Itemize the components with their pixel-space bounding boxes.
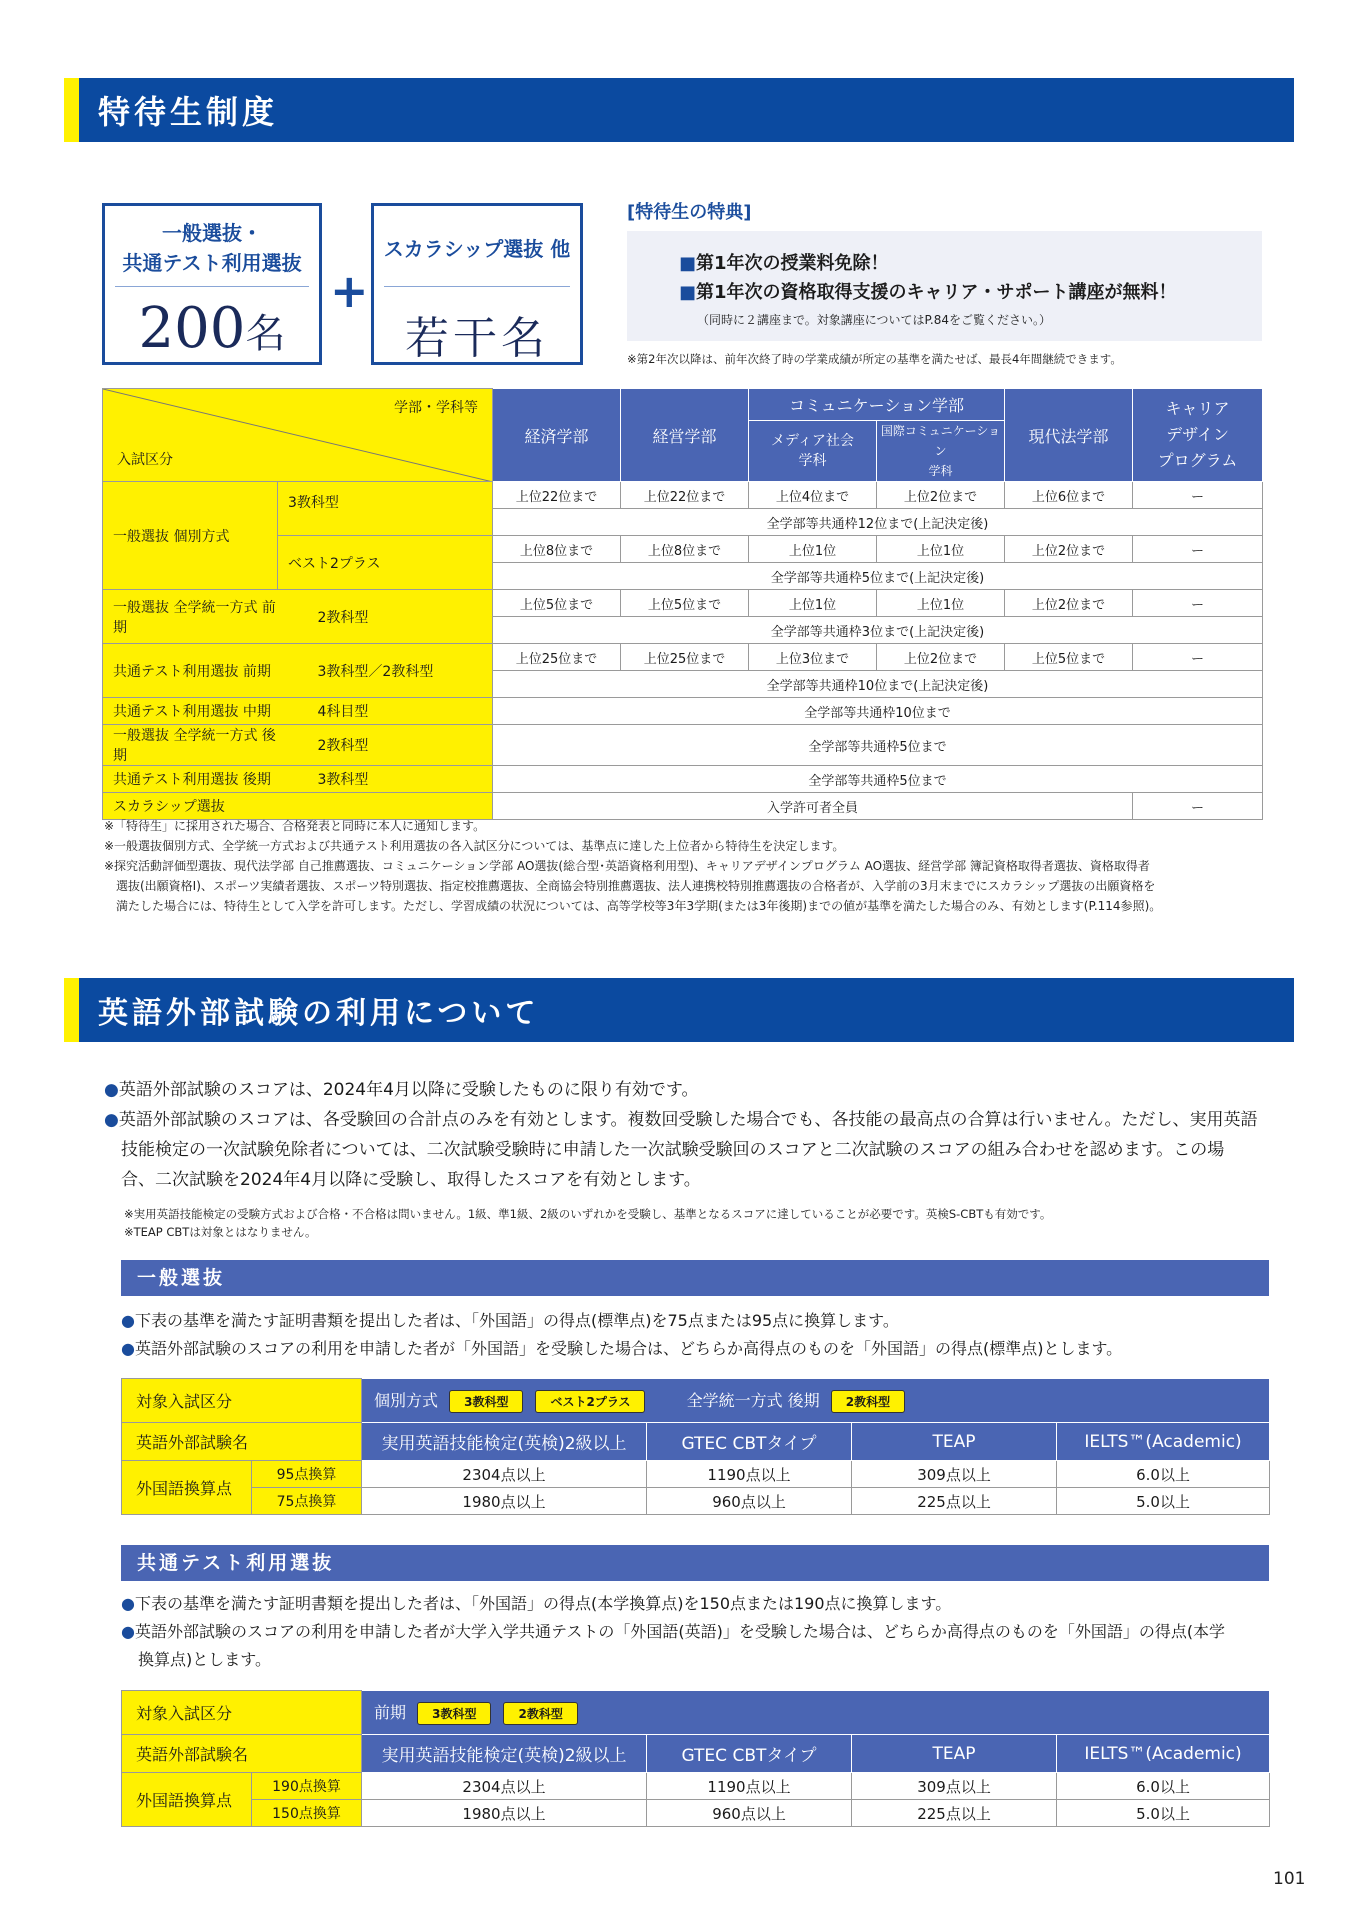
section-title-bar — [64, 78, 1294, 142]
score-label: 75点換算 — [252, 1488, 362, 1515]
table-cell: 上位3位まで — [749, 644, 877, 671]
common-quota: 全学部等共通枠12位まで(上記決定後) — [493, 509, 1263, 536]
table-cell: 上位2位まで — [877, 482, 1005, 509]
scholarship-table — [102, 388, 1263, 820]
subsection-common: 共通テスト利用選抜 — [121, 1545, 1269, 1581]
row-label: 英語外部試験名 — [122, 1735, 362, 1773]
general-quota-box — [102, 203, 322, 365]
table-cell: 上位6位まで — [1005, 482, 1133, 509]
divider — [115, 286, 309, 287]
exam-tag: 2教科型 — [503, 1702, 577, 1725]
exam-tag: ベスト2プラス — [535, 1390, 645, 1413]
benefit-item: ■第1年次の授業料免除！ — [679, 253, 889, 274]
row-label: 外国語換算点 — [122, 1461, 252, 1515]
quota-count: 200名 — [138, 296, 286, 361]
table-cell: ー — [1133, 793, 1263, 820]
bullet-list — [121, 1590, 1271, 1674]
bullet-list — [121, 1307, 1122, 1363]
note-line: 選抜(出願資格I)、スポーツ実績者選抜、スポーツ特別選抜、指定校推薦選抜、全商協会特別推薦選抜、法人連携校特別推薦選抜の合格者が、入学前の3月末までにスカラシップ選抜の出願資格を — [104, 879, 1156, 893]
score-label: 150点換算 — [252, 1800, 362, 1827]
score-label: 190点換算 — [252, 1773, 362, 1800]
table-cell: 5.0以上 — [1057, 1800, 1270, 1827]
table-cell: 6.0以上 — [1057, 1461, 1270, 1488]
exam-type: 2教科型 — [278, 590, 493, 644]
note-line: 満たした場合には、特待生として入学を許可します。ただし、学習成績の状況については、高等学校等3年3学期(または3年後期)までの値が基準を満たした場合のみ、有効とします(P.114参照)。 — [104, 899, 1162, 913]
page-number: 101 — [1273, 1869, 1306, 1889]
table-cell: 上位8位まで — [493, 536, 621, 563]
table-cell: 上位22位まで — [493, 482, 621, 509]
table-cell: 1190点以上 — [647, 1773, 852, 1800]
header-econ: 経済学部 — [493, 389, 621, 482]
bullet-list — [104, 1075, 1274, 1195]
table-cell: 2304点以上 — [362, 1773, 647, 1800]
table-cell: 上位5位まで — [621, 590, 749, 617]
table-cell: 6.0以上 — [1057, 1773, 1270, 1800]
exam-name: TEAP — [852, 1423, 1057, 1461]
exam-name: 実用英語技能検定(英検)2級以上 — [362, 1735, 647, 1773]
exam-name: 実用英語技能検定(英検)2級以上 — [362, 1423, 647, 1461]
bullet-cont: 換算点)とします。 — [138, 1650, 271, 1669]
header-intl: 国際コミュニケーション 学科 — [877, 421, 1005, 482]
table-corner — [103, 389, 493, 482]
header-comm: コミュニケーション学部 — [749, 389, 1005, 421]
header-career: キャリア デザイン プログラム — [1133, 389, 1263, 482]
table-cell: 309点以上 — [852, 1773, 1057, 1800]
exam-name: TEAP — [852, 1735, 1057, 1773]
note-line: ※実用英語技能検定の受験方式および合格・不合格は問いません。1級、準1級、2級のいずれかを受験し、基準となるスコアに達していることが必要です。英検S-CBTも有効です。 — [124, 1207, 1052, 1221]
benefit-box — [627, 231, 1262, 341]
bullet-item: ●下表の基準を満たす証明書類を提出した者は、「外国語」の得点(本学換算点)を150点または190点に換算します。 — [121, 1594, 952, 1613]
score-label: 95点換算 — [252, 1461, 362, 1488]
exam-name: IELTS™(Academic) — [1057, 1423, 1270, 1461]
exam-name: IELTS™(Academic) — [1057, 1735, 1270, 1773]
table-cell: ー — [1133, 644, 1263, 671]
header-media: メディア社会 学科 — [749, 421, 877, 482]
table-cell: 960点以上 — [647, 1800, 852, 1827]
table-cell: ー — [1133, 536, 1263, 563]
box-line2: 共通テスト利用選抜 — [122, 251, 302, 275]
exam-type: ベスト2プラス — [278, 536, 493, 590]
section-title: 英語外部試験の利用について — [98, 996, 540, 1031]
table-cell: 225点以上 — [852, 1488, 1057, 1515]
common-quota: 全学部等共通枠3位まで(上記決定後) — [493, 617, 1263, 644]
common-quota: 入学許可者全員 — [493, 793, 1133, 820]
corner-bottom-label: 入試区分 — [117, 452, 173, 468]
note-line: ※TEAP CBTは対象とはなりません。 — [124, 1225, 317, 1239]
exam-category: 共通テスト利用選抜 後期 — [103, 766, 278, 793]
exam-type: 3教科型／2教科型 — [278, 644, 493, 698]
header-mgmt: 経営学部 — [621, 389, 749, 482]
exam-type: 2教科型 — [278, 725, 493, 766]
exam-tag: 3教科型 — [449, 1390, 523, 1413]
bullet-item: ●英語外部試験のスコアは、2024年4月以降に受験したものに限り有効です。 — [104, 1080, 699, 1100]
bullet-item: ●英語外部試験のスコアの利用を申請した者が大学入学共通テストの「外国語(英語)」を受験した場合は、どちらか高得点のものを「外国語」の得点(本学 — [121, 1622, 1226, 1641]
general-conversion-table — [121, 1378, 1270, 1515]
table-cell: 上位1位 — [877, 590, 1005, 617]
note-line: ※一般選抜個別方式、全学統一方式および共通テスト利用選抜の各入試区分については、基準点に達した上位者から特待生を決定します。 — [104, 839, 845, 853]
exam-category: 共通テスト利用選抜 前期 — [103, 644, 278, 698]
note-line: ※探究活動評価型選抜、現代法学部 自己推薦選抜、コミュニケーション学部 AO選抜(総合型･英語資格利用型)、キャリアデザインプログラム AO選抜、経営学部 簿記資格取得者選抜、資格取得者 — [104, 859, 1150, 873]
table-cell: ー — [1133, 482, 1263, 509]
common-quota: 全学部等共通枠10位まで — [493, 698, 1263, 725]
exam-tag: 2教科型 — [831, 1390, 905, 1413]
table-cell: 上位2位まで — [1005, 536, 1133, 563]
header-law: 現代法学部 — [1005, 389, 1133, 482]
exam-type: 3教科型 — [278, 766, 493, 793]
exam-name: GTEC CBTタイプ — [647, 1423, 852, 1461]
exam-notes — [124, 1205, 1051, 1241]
common-quota: 全学部等共通枠5位まで(上記決定後) — [493, 563, 1263, 590]
row-label: 英語外部試験名 — [122, 1423, 362, 1461]
divider — [384, 286, 570, 287]
bullet-item: ●下表の基準を満たす証明書類を提出した者は、「外国語」の得点(標準点)を75点または95点に換算します。 — [121, 1311, 899, 1330]
table-cell: 上位2位まで — [1005, 590, 1133, 617]
benefit-item: ■第1年次の資格取得支援のキャリア・サポート講座が無料！ — [679, 282, 1177, 303]
table-cell: 1190点以上 — [647, 1461, 852, 1488]
benefit-note: （同時に２講座まで。対象講座についてはP.84をご覧ください。） — [697, 313, 1051, 327]
table-cell: 上位5位まで — [493, 590, 621, 617]
section-title: 特待生制度 — [98, 93, 279, 131]
table-cell: 上位1位 — [749, 590, 877, 617]
common-quota: 全学部等共通枠5位まで — [493, 725, 1263, 766]
table-cell: 上位25位まで — [621, 644, 749, 671]
exam-category: 一般選抜 個別方式 — [103, 482, 278, 590]
row-label: 対象入試区分 — [122, 1379, 362, 1423]
exam-category: 一般選抜 全学統一方式 後期 — [103, 725, 278, 766]
table-cell: 上位2位まで — [877, 644, 1005, 671]
table-cell: 上位22位まで — [621, 482, 749, 509]
row-label: 外国語換算点 — [122, 1773, 252, 1827]
box-line1: スカラシップ選抜 他 — [383, 237, 571, 261]
table-cell: 上位8位まで — [621, 536, 749, 563]
target-exams: 個別方式 3教科型 ベスト2プラス 全学統一方式 後期 2教科型 — [362, 1379, 1270, 1423]
note-line: ※「特待生」に採用された場合、合格発表と同時に本人に通知します。 — [104, 819, 486, 833]
target-exams: 前期 3教科型 2教科型 — [362, 1691, 1270, 1735]
common-quota: 全学部等共通枠5位まで — [493, 766, 1263, 793]
table-cell: 上位1位 — [749, 536, 877, 563]
exam-type: 3教科型 — [278, 482, 493, 536]
quota-count: 若干名 — [405, 313, 549, 364]
exam-category: スカラシップ選抜 — [103, 793, 493, 820]
table-cell: 225点以上 — [852, 1800, 1057, 1827]
table-cell: 309点以上 — [852, 1461, 1057, 1488]
bullet-cont: 合、二次試験を2024年4月以降に受験し、取得したスコアを有効とします。 — [121, 1170, 701, 1190]
table-cell: 上位25位まで — [493, 644, 621, 671]
exam-category: 一般選抜 全学統一方式 前期 — [103, 590, 278, 644]
row-label: 対象入試区分 — [122, 1691, 362, 1735]
table-cell: 2304点以上 — [362, 1461, 647, 1488]
bullet-item: ●英語外部試験のスコアの利用を申請した者が「外国語」を受験した場合は、どちらか高得点のものを「外国語」の得点(標準点)とします。 — [121, 1339, 1123, 1358]
table-cell: 1980点以上 — [362, 1800, 647, 1827]
plus-sign: + — [330, 264, 369, 318]
table-cell: 960点以上 — [647, 1488, 852, 1515]
table-cell: 1980点以上 — [362, 1488, 647, 1515]
subsection-general: 一般選抜 — [121, 1260, 1269, 1296]
bullet-item: ●英語外部試験のスコアは、各受験回の合計点のみを有効とします。複数回受験した場合でも、各技能の最高点の合算は行いません。ただし、実用英語 — [104, 1110, 1258, 1130]
table-cell: 5.0以上 — [1057, 1488, 1270, 1515]
exam-type: 4科目型 — [278, 698, 493, 725]
scholarship-notes — [104, 816, 1161, 916]
common-quota: 全学部等共通枠10位まで(上記決定後) — [493, 671, 1263, 698]
table-cell: ー — [1133, 590, 1263, 617]
section-title-bar — [64, 978, 1294, 1042]
corner-top-label: 学部・学科等 — [394, 400, 478, 416]
continuation-note: ※第2年次以降は、前年次終了時の学業成績が所定の基準を満たせば、最長4年間継続できます。 — [627, 352, 1122, 366]
table-cell: 上位4位まで — [749, 482, 877, 509]
exam-tag: 3教科型 — [417, 1702, 491, 1725]
benefit-title: [特待生の特典] — [627, 202, 752, 223]
bullet-cont: 技能検定の一次試験免除者については、二次試験受験時に申請した一次試験受験回のスコアと二次試験のスコアの組み合わせを認めます。この場 — [121, 1140, 1225, 1160]
table-cell: 上位5位まで — [1005, 644, 1133, 671]
exam-category: 共通テスト利用選抜 中期 — [103, 698, 278, 725]
common-conversion-table — [121, 1690, 1270, 1827]
exam-name: GTEC CBTタイプ — [647, 1735, 852, 1773]
table-cell: 上位1位 — [877, 536, 1005, 563]
scholarship-quota-box — [371, 203, 583, 365]
box-line1: 一般選抜・ — [162, 221, 262, 245]
